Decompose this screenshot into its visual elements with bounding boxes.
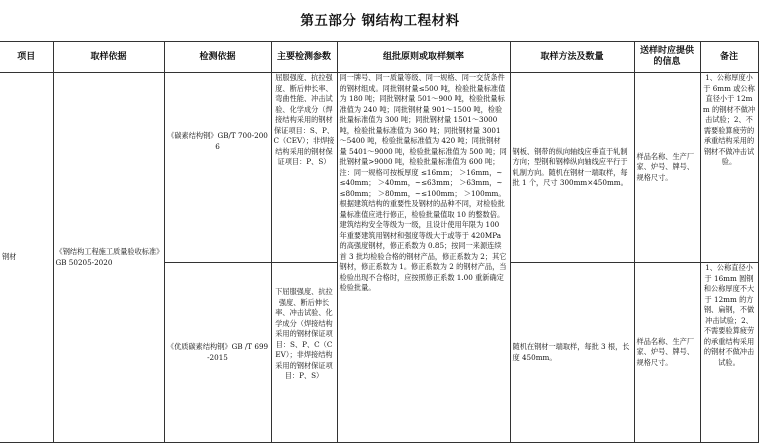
col-header-sampling-basis: 取样依据 (53, 42, 164, 73)
cell-sampling-basis: 《钢结构工程施工质量验收标准》GB 50205-2020 (53, 73, 164, 443)
cell-test-basis-2: 《优质碳素结构钢》GB /T 699-2015 (164, 263, 271, 443)
col-header-note: 备注 (700, 42, 758, 73)
col-header-item: 项目 (0, 42, 53, 73)
col-header-params: 主要检测参数 (271, 42, 337, 73)
table-row (0, 73, 758, 263)
header-row (0, 42, 758, 73)
cell-method-2: 随机在钢材一端取样，每批 3 根，长度 450mm。 (510, 263, 634, 443)
col-header-frequency: 组批原则或取样频率 (337, 42, 510, 73)
col-header-info: 送样时应提供的信息 (634, 42, 700, 73)
cell-note-2: 1、公称直径小于 16mm 圆钢和公称厚度不大于 12mm 的方钢、扁钢，不做冲击试验；2、不需要验算疲劳的承重结构采用的钢材不做冲击试验。 (700, 263, 758, 443)
cell-info-1: 样品名称、生产厂家、炉号、牌号、规格尺寸。 (634, 73, 700, 263)
spec-table (0, 41, 759, 443)
col-header-method: 取样方法及数量 (510, 42, 634, 73)
col-header-test-basis: 检测依据 (164, 42, 271, 73)
cell-params-2: 下屈服强度、抗拉强度、断后伸长率、冲击试验、化学成分（焊接结构采用的钢材保证项目：S、P、C（CEV）；非焊接结构采用的钢材保证项目：P、S） (271, 263, 337, 443)
cell-note-1: 1、公称厚度小于 6mm 或公称直径小于 12mm 的钢材不做冲击试验；2、不需要验算疲劳的承重结构采用的钢材不做冲击试验。 (700, 73, 758, 263)
cell-test-basis-1: 《碳素结构钢》GB/T 700-2006 (164, 73, 271, 263)
cell-frequency: 同一牌号、同一质量等级、同一规格、同一交货条件的钢材组成。同批钢材量≤500 吨，检验批量标准值为 180 吨；同批钢材量 501～900 吨，检验批量标准值为 240 吨；同批钢材量 901～1500 吨，检验批量标准值为 300 吨；同批钢材量 1501～3000 吨，检验批量标准值为 360 吨；同批钢材量 3001～5400 吨，检验批量标准值为 420 吨；同批钢材量 5401～9000 吨，检验批量标准值为 500 吨；同批钢材量>9000 吨，检验批量标准值为 600 吨；注：同一规格可按板厚度 ≤16mm； ＞16mm，~≤40mm； ＞40mm，~≤63mm； ＞63mm，~≤80mm； ＞80mm，~≤100mm； ＞100mm。根据建筑结构的重要性及钢材的品种不同，对检验批量标准值应进行修正，检验批量值取 10 的整数倍。建筑结构安全等级为一级，且设计使用年限为 100 年重要建筑用钢材和强度等级大于或等于 420MPa 的高强度钢材，修正系数为 0.85；按同一来源连续首 3 批均检验合格的钢材产品，修正系数为 2；其它钢材，修正系数为 1。修正系数为 2 的钢材产品，当检验出现不合格时，应按照修正系数 1.00 重新确定检验批量。 (337, 73, 510, 443)
cell-info-2: 样品名称、生产厂家、炉号、牌号、规格尺寸。 (634, 263, 700, 443)
page-title: 第五部分 钢结构工程材料 (300, 13, 460, 29)
cell-params-1: 屈服强度、抗拉强度、断后伸长率、弯曲性能、冲击试验、化学成分（焊接结构采用的钢材保证项目：S、P、C（CEV）；非焊接结构采用的钢材保证项目：P、S） (271, 73, 337, 263)
cell-method-1: 钢板、钢带的纵向轴线应垂直于轧制方向；型钢和钢棒纵向轴线应平行于轧制方向。随机在钢材一端取样，每批 1 个，尺寸 300mm×450mm。 (510, 73, 634, 263)
cell-item: 钢材 (0, 73, 53, 443)
